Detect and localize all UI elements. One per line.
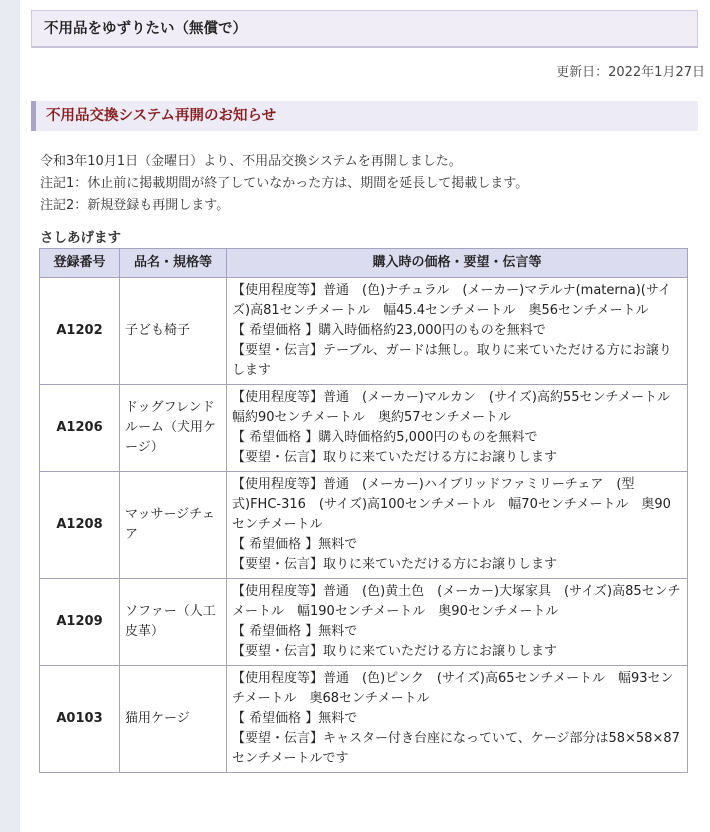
detail-line: 【 希望価格 】無料で: [232, 537, 358, 552]
table-row: [40, 472, 688, 579]
table-row: [40, 278, 688, 385]
item-details: [227, 472, 688, 579]
detail-line: 【使用程度等】普通 (メーカー)マルカン (サイズ)高約55センチメートル 幅約90センチメートル 奥約57センチメートル: [232, 390, 684, 425]
detail-line: 【要望・伝言】取りに来ていただける方にお譲りします: [232, 644, 558, 659]
item-name: ソファー（人工皮革）: [120, 579, 227, 666]
item-details: [227, 666, 688, 773]
detail-line: 【使用程度等】普通 (メーカー)ハイブリッドファミリーチェア (型式)FHC-316 (サイズ)高100センチメートル 幅70センチメートル 奥90センチメートル: [232, 477, 671, 532]
detail-line: 【 希望価格 】購入時価格約5,000円のものを無料で: [232, 430, 538, 445]
notice-text: [40, 151, 690, 217]
item-name: 猫用ケージ: [120, 666, 227, 773]
registration-number: A0103: [40, 666, 120, 773]
detail-line: 【使用程度等】普通 (色)ナチュラル (メーカー)マテルナ(materna)(サイズ)高81センチメートル 幅45.4センチメートル 奥56センチメートル: [232, 283, 671, 318]
page-content: [20, 0, 710, 832]
detail-line: 【要望・伝言】キャスター付き台座になっていて、ケージ部分は58×58×87センチメートルです: [232, 731, 680, 766]
registration-number: A1208: [40, 472, 120, 579]
detail-line: 【 希望価格 】無料で: [232, 711, 358, 726]
item-name: ドッグフレンドルーム（犬用ケージ）: [120, 385, 227, 472]
item-name: 子ども椅子: [120, 278, 227, 385]
table-row: [40, 666, 688, 773]
registration-number: A1202: [40, 278, 120, 385]
item-details: [227, 385, 688, 472]
table-caption: さしあげます: [40, 230, 121, 246]
section-heading: 不用品交換システム再開のお知らせ: [31, 101, 698, 131]
registration-number: A1209: [40, 579, 120, 666]
item-details: [227, 278, 688, 385]
notice-line: 注記2：新規登録も再開します。: [40, 198, 230, 213]
notice-line: 令和3年10月1日（金曜日）より、不用品交換システムを再開しました。: [40, 154, 462, 169]
table-header-row: [40, 249, 688, 278]
updated-date: 更新日：2022年1月27日: [556, 65, 705, 80]
item-table: [39, 248, 688, 773]
notice-line: 注記1：休止前に掲載期間が終了していなかった方は、期間を延長して掲載します。: [40, 176, 529, 191]
registration-number: A1206: [40, 385, 120, 472]
detail-line: 【要望・伝言】取りに来ていただける方にお譲りします: [232, 557, 558, 572]
header-code: 登録番号: [40, 249, 120, 278]
detail-line: 【 希望価格 】購入時価格約23,000円のものを無料で: [232, 323, 546, 338]
item-name: マッサージチェア: [120, 472, 227, 579]
header-details: 購入時の価格・要望・伝言等: [227, 249, 688, 278]
detail-line: 【要望・伝言】取りに来ていただける方にお譲りします: [232, 450, 558, 465]
detail-line: 【要望・伝言】テーブル、ガードは無し。取りに来ていただける方にお譲りします: [232, 343, 672, 378]
detail-line: 【使用程度等】普通 (色)黄土色 (メーカー)大塚家具 (サイズ)高85センチメートル 幅190センチメートル 奥90センチメートル: [232, 584, 681, 619]
page-title: 不用品をゆずりたい（無償で）: [31, 10, 698, 48]
table-row: [40, 385, 688, 472]
table-row: [40, 579, 688, 666]
header-name: 品名・規格等: [120, 249, 227, 278]
detail-line: 【 希望価格 】無料で: [232, 624, 358, 639]
detail-line: 【使用程度等】普通 (色)ピンク (サイズ)高65センチメートル 幅93センチメートル 奥68センチメートル: [232, 671, 674, 706]
item-details: [227, 579, 688, 666]
